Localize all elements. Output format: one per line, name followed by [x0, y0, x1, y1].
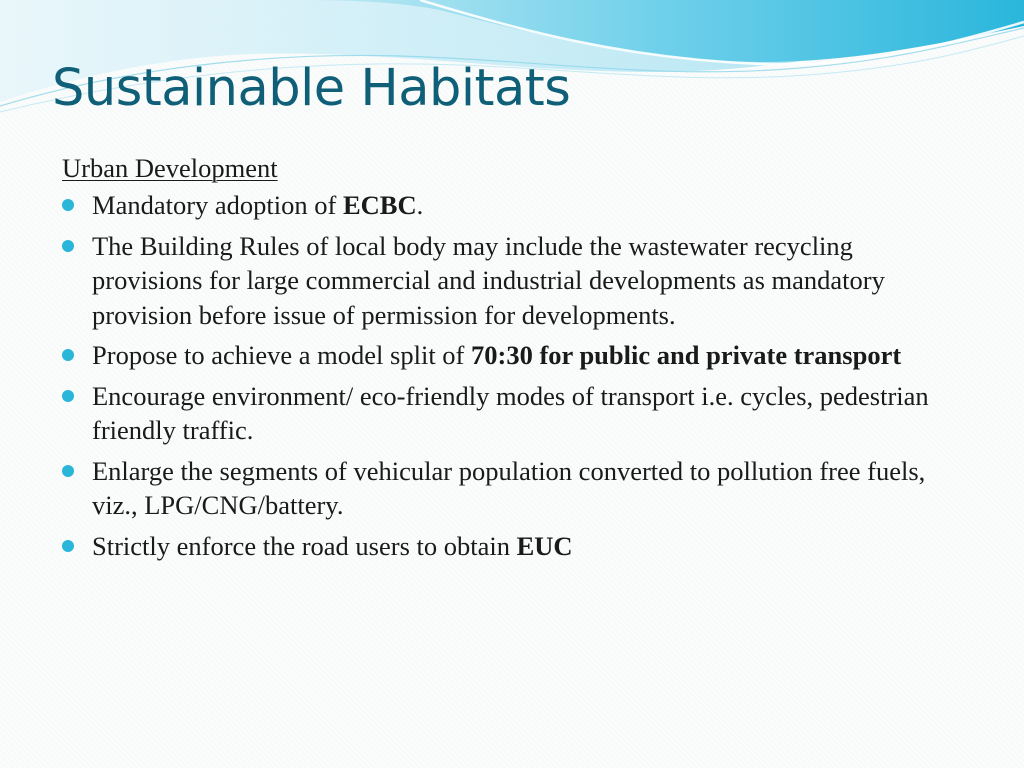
bullet-dot-icon	[62, 390, 74, 402]
list-item	[62, 529, 962, 564]
bullet-dot-icon	[62, 349, 74, 361]
list-item	[62, 338, 962, 373]
bullet-text: Enlarge the segments of vehicular population converted to pollution free fuels, viz., LPG/CNG/battery.	[92, 455, 926, 520]
section-subheading: Urban Development	[62, 153, 278, 183]
bullet-text: The Building Rules of local body may include the wastewater recycling provisions for large commercial and industrial developments as mandatory provision before issue of permission for developments.	[92, 230, 885, 330]
bullet-bold-text: ECBC	[342, 190, 417, 220]
list-item	[62, 188, 962, 223]
bullet-bold-text: EUC	[516, 530, 573, 561]
list-item	[62, 229, 962, 333]
bullet-text: Strictly enforce the road users to obtain	[92, 530, 517, 561]
bullet-text: Propose to achieve a model split of	[92, 340, 472, 370]
bullet-dot-icon	[62, 540, 74, 552]
bullet-dot-icon	[62, 465, 74, 477]
bullet-dot-icon	[62, 240, 74, 252]
bullet-list	[62, 188, 962, 563]
list-item	[62, 454, 962, 523]
list-item	[62, 379, 962, 448]
bullet-text: Mandatory adoption of	[92, 190, 343, 220]
slide-title: Sustainable Habitats	[52, 59, 571, 118]
bullet-text-end: .	[416, 190, 424, 220]
slide-body	[62, 152, 962, 569]
bullet-text: Encourage environment/ eco-friendly modes of transport i.e. cycles, pedestrian friendly traffic.	[92, 380, 929, 445]
bullet-bold-text: 70:30 for public and private transport	[471, 340, 902, 370]
bullet-dot-icon	[62, 199, 74, 211]
